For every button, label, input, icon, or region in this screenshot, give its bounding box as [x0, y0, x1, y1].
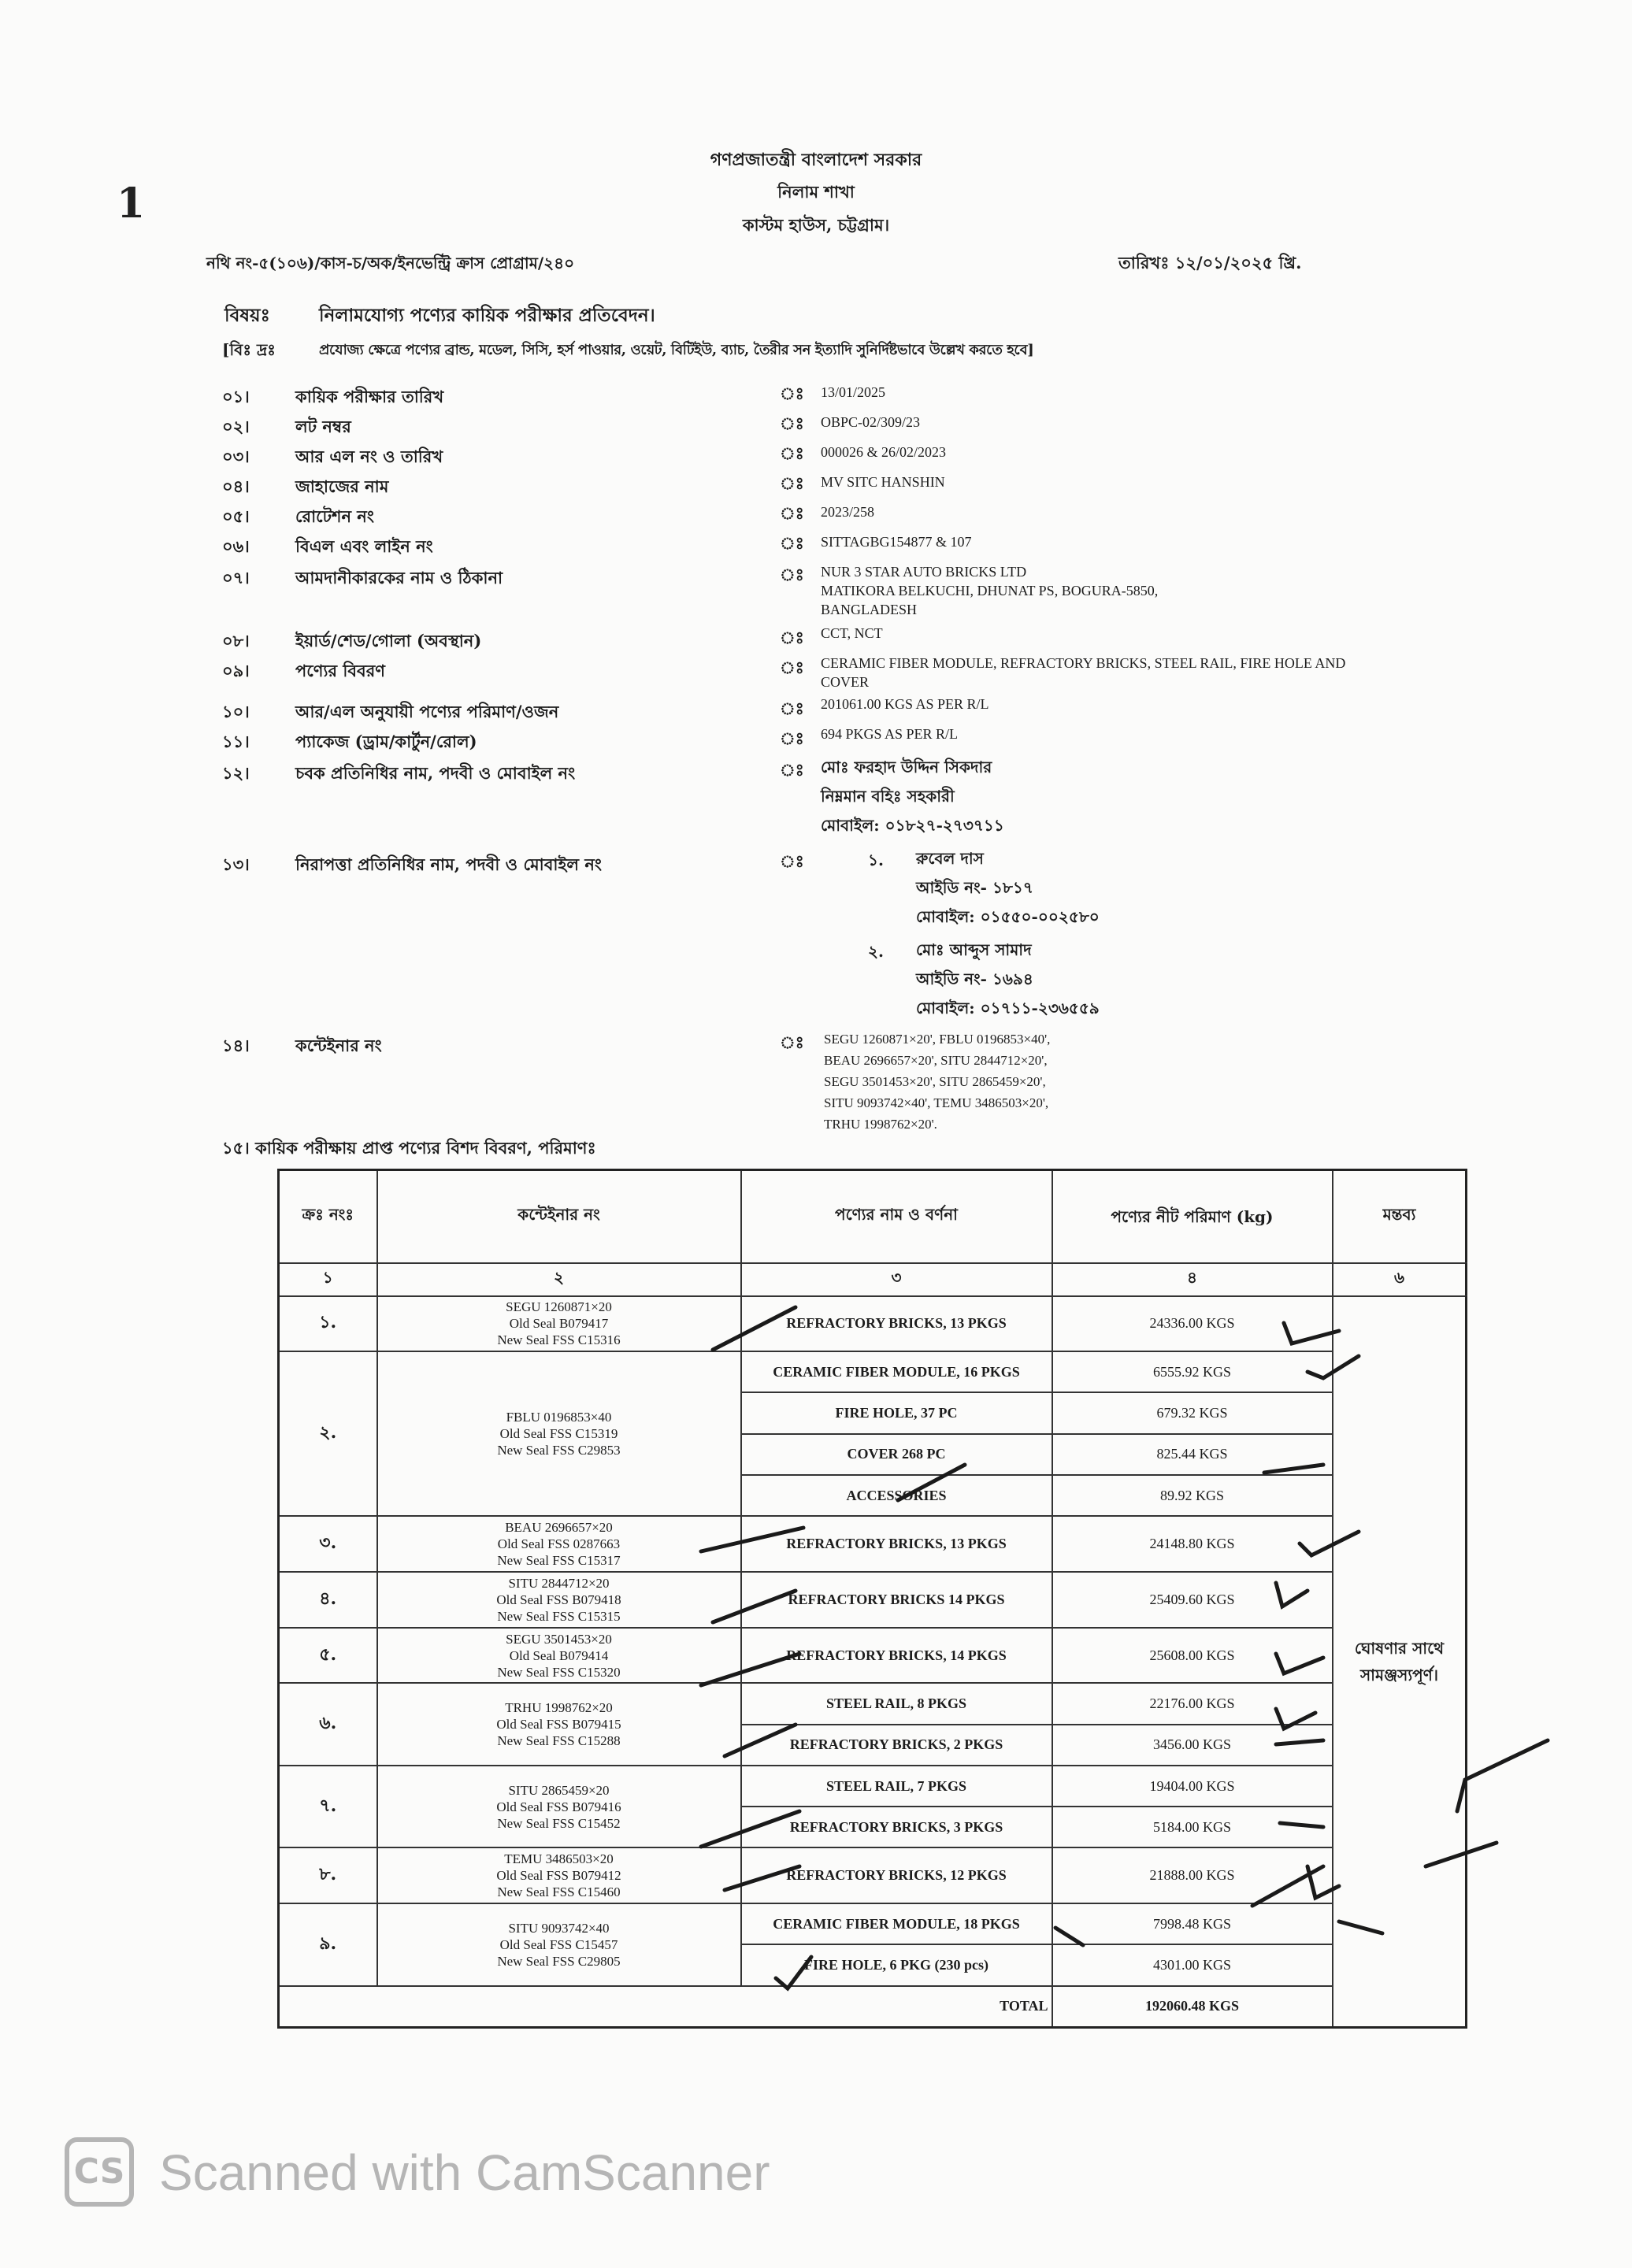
serial-number: ১. — [279, 1296, 377, 1352]
item-net-weight: 3456.00 KGS — [1052, 1725, 1333, 1766]
field-colon: ঃ — [780, 413, 804, 433]
field-number: ০৮। — [222, 631, 250, 650]
field-colon: ঃ — [780, 443, 804, 463]
container-line: SEGU 3501453×20', SITU 2865459×20', — [824, 1074, 1046, 1089]
item-net-weight: 4301.00 KGS — [1052, 1944, 1333, 1985]
item-net-weight: 89.92 KGS — [1052, 1475, 1333, 1516]
item-description: CERAMIC FIBER MODULE, 18 PKGS — [741, 1903, 1052, 1944]
item-description: REFRACTORY BRICKS, 13 PKGS — [741, 1516, 1052, 1572]
field-colon: ঃ — [780, 533, 804, 553]
item-description: COVER 268 PC — [741, 1434, 1052, 1475]
field-label: কন্টেইনার নং — [295, 1036, 382, 1055]
section-15-title: ১৫। কায়িক পরীক্ষায় প্রাপ্ত পণ্যের বিশদ বিবরণ, পরিমাণঃ — [222, 1138, 596, 1158]
new-seal: New Seal FSS C15316 — [497, 1332, 621, 1348]
col-header-remarks: মন্তব্য — [1333, 1170, 1467, 1263]
container-number: FBLU 0196853×40 — [506, 1410, 612, 1425]
new-seal: New Seal FSS C29805 — [497, 1953, 621, 1969]
item-net-weight: 22176.00 KGS — [1052, 1683, 1333, 1724]
item-description: STEEL RAIL, 8 PKGS — [741, 1683, 1052, 1724]
field-label: আর/এল অনুযায়ী পণ্যের পরিমাণ/ওজন — [295, 702, 559, 721]
col-number: ৩ — [741, 1263, 1052, 1296]
document-date: তারিখঃ ১২/০১/২০২৫ খ্রি. — [1118, 253, 1302, 272]
field-label: প্যাকেজ (ড্রাম/কার্টুন/রোল) — [295, 732, 477, 751]
inspection-table — [277, 1169, 1467, 2029]
container-line: BEAU 2696657×20', SITU 2844712×20', — [824, 1053, 1048, 1068]
container-number: SEGU 1260871×20 — [506, 1299, 612, 1315]
total-label: TOTAL — [279, 1986, 1052, 2028]
field-number: ১৩। — [222, 854, 250, 874]
field-number: ০৩। — [222, 447, 250, 466]
new-seal: New Seal FSS C15460 — [497, 1884, 621, 1900]
table-row — [279, 1628, 1467, 1684]
item-description: REFRACTORY BRICKS, 2 PKGS — [741, 1725, 1052, 1766]
old-seal: Old Seal B079417 — [509, 1316, 609, 1332]
serial-number: ৭. — [279, 1766, 377, 1848]
old-seal: Old Seal FSS B079415 — [496, 1717, 621, 1732]
description-line: CERAMIC FIBER MODULE, REFRACTORY BRICKS, STEEL RAIL, FIRE HOLE AND — [821, 655, 1346, 671]
container-cell — [377, 1628, 741, 1684]
field-value: 13/01/2025 — [821, 384, 886, 400]
field-colon: ঃ — [780, 473, 804, 493]
field-number: ০৫। — [222, 506, 250, 526]
container-cell — [377, 1903, 741, 1986]
field-value: 694 PKGS AS PER R/L — [821, 726, 959, 742]
item-net-weight: 825.44 KGS — [1052, 1434, 1333, 1475]
rep-designation: নিম্নমান বহিঃ সহকারী — [821, 787, 955, 806]
address-line: MATIKORA BELKUCHI, DHUNAT PS, BOGURA-5850, — [821, 583, 1159, 598]
importer-address — [821, 562, 1158, 619]
new-seal: New Seal FSS C15315 — [497, 1608, 621, 1624]
table-row — [279, 1847, 1467, 1903]
col-number: ২ — [377, 1263, 741, 1296]
container-number: SITU 2865459×20 — [508, 1782, 610, 1798]
item-net-weight: 24336.00 KGS — [1052, 1296, 1333, 1352]
field-label: পণ্যের বিবরণ — [295, 661, 385, 680]
item-net-weight: 7998.48 KGS — [1052, 1903, 1333, 1944]
item-description: REFRACTORY BRICKS, 12 PKGS — [741, 1847, 1052, 1903]
serial-number: ৮. — [279, 1847, 377, 1903]
field-value: OBPC-02/309/23 — [821, 414, 921, 430]
camscanner-logo-icon: CS — [65, 2137, 134, 2207]
rep-mobile: মোবাইল: ০১৮২৭-২৭৩৭১১ — [821, 816, 1004, 835]
rep-mobile: মোবাইল: ০১৭১১-২৩৬৫৫৯ — [916, 999, 1100, 1017]
old-seal: Old Seal B079414 — [509, 1647, 609, 1663]
new-seal: New Seal FSS C15317 — [497, 1553, 621, 1569]
field-label: জাহাজের নাম — [295, 476, 389, 496]
header-government: গণপ্রজাতন্ত্রী বাংলাদেশ সরকার — [710, 150, 922, 170]
security-rep-number: ১. — [868, 850, 884, 869]
description-line: COVER — [821, 674, 870, 690]
security-rep — [916, 844, 1100, 932]
field-label: রোটেশন নং — [295, 506, 374, 526]
table-row — [279, 1516, 1467, 1572]
page-mark: 1 — [117, 180, 146, 228]
container-cell — [377, 1516, 741, 1572]
col-header-net-weight: পণ্যের নীট পরিমাণ (kg) — [1052, 1170, 1333, 1263]
total-value: 192060.48 KGS — [1052, 1986, 1333, 2028]
address-line: BANGLADESH — [821, 602, 918, 617]
field-value: 2023/258 — [821, 504, 875, 520]
serial-number: ৪. — [279, 1572, 377, 1628]
field-number: ১৪। — [222, 1036, 250, 1055]
table-row — [279, 1351, 1467, 1392]
header-office: কাস্টম হাউস, চট্টগ্রাম। — [742, 215, 890, 235]
field-value: SITTAGBG154877 & 107 — [821, 534, 972, 550]
container-number: BEAU 2696657×20 — [505, 1520, 613, 1536]
item-description: STEEL RAIL, 7 PKGS — [741, 1766, 1052, 1807]
col-number: ৬ — [1333, 1263, 1467, 1296]
subject-label: বিষয়ঃ — [224, 305, 270, 326]
col-header-serial: ক্রঃ নংঃ — [279, 1170, 377, 1263]
rep-name: মোঃ আব্দুস সামাদ — [916, 940, 1032, 959]
field-colon: ঃ — [780, 851, 804, 871]
item-description: REFRACTORY BRICKS, 13 PKGS — [741, 1296, 1052, 1352]
field-value: 201061.00 KGS AS PER R/L — [821, 696, 989, 712]
item-net-weight: 19404.00 KGS — [1052, 1766, 1333, 1807]
item-net-weight: 24148.80 KGS — [1052, 1516, 1333, 1572]
col-header-container: কন্টেইনার নং — [377, 1170, 741, 1263]
address-line: NUR 3 STAR AUTO BRICKS LTD — [821, 564, 1027, 580]
container-number: TEMU 3486503×20 — [504, 1851, 614, 1867]
rep-id: আইডি নং- ১৬৯৪ — [916, 969, 1033, 988]
old-seal: Old Seal FSS B079416 — [496, 1799, 621, 1814]
table-row — [279, 1683, 1467, 1724]
container-number: TRHU 1998762×20 — [505, 1700, 613, 1716]
old-seal: Old Seal FSS 0287663 — [497, 1536, 621, 1552]
field-number: ০৪। — [222, 476, 250, 496]
item-net-weight: 21888.00 KGS — [1052, 1847, 1333, 1903]
serial-number: ৯. — [279, 1903, 377, 1986]
pen-tick-mark — [1457, 1740, 1548, 1811]
field-value: CCT, NCT — [821, 625, 883, 641]
field-label: বিএল এবং লাইন নং — [295, 536, 433, 556]
table-header-row — [279, 1170, 1467, 1263]
table-row — [279, 1572, 1467, 1628]
field-value: 000026 & 26/02/2023 — [821, 444, 947, 460]
remarks-cell: ঘোষণার সাথে সামঞ্জস্যপূর্ণ। — [1333, 1296, 1467, 2028]
item-description: FIRE HOLE, 6 PKG (230 pcs) — [741, 1944, 1052, 1985]
security-rep-number: ২. — [868, 942, 884, 961]
field-colon: ঃ — [780, 503, 804, 523]
item-description: FIRE HOLE, 37 PC — [741, 1392, 1052, 1433]
item-net-weight: 25409.60 KGS — [1052, 1572, 1333, 1628]
port-representative — [821, 753, 1004, 840]
header-section: নিলাম শাখা — [777, 182, 855, 202]
container-cell — [377, 1847, 741, 1903]
container-number: SITU 9093742×40 — [508, 1920, 610, 1936]
item-description: ACCESSORIES — [741, 1475, 1052, 1516]
new-seal: New Seal FSS C15452 — [497, 1815, 621, 1831]
new-seal: New Seal FSS C29853 — [497, 1443, 621, 1458]
field-number: ১২। — [222, 763, 250, 783]
item-net-weight: 679.32 KGS — [1052, 1392, 1333, 1433]
table-row — [279, 1766, 1467, 1807]
rep-name: মোঃ ফরহাদ উদ্দিন সিকদার — [821, 758, 992, 776]
field-colon: ঃ — [780, 728, 804, 748]
container-cell — [377, 1766, 741, 1848]
total-row — [279, 1986, 1467, 2028]
new-seal: New Seal FSS C15288 — [497, 1733, 621, 1749]
note-label: [বিঃ দ্রঃ — [222, 340, 276, 359]
field-number: ০২। — [222, 417, 250, 436]
container-line: TRHU 1998762×20'. — [824, 1117, 937, 1132]
serial-number: ৩. — [279, 1516, 377, 1572]
field-colon: ঃ — [780, 760, 804, 780]
serial-number: ৫. — [279, 1628, 377, 1684]
old-seal: Old Seal FSS C15319 — [499, 1426, 618, 1442]
field-label: চবক প্রতিনিধির নাম, পদবী ও মোবাইল নং — [295, 763, 576, 783]
field-label: নিরাপত্তা প্রতিনিধির নাম, পদবী ও মোবাইল নং — [295, 854, 602, 874]
field-number: ০১। — [222, 387, 250, 406]
col-number: ১ — [279, 1263, 377, 1296]
rep-name: রুবেল দাস — [916, 849, 984, 868]
container-line: SITU 9093742×40', TEMU 3486503×20', — [824, 1095, 1049, 1110]
rep-id: আইডি নং- ১৮১৭ — [916, 878, 1033, 897]
container-cell — [377, 1683, 741, 1766]
item-description: REFRACTORY BRICKS 14 PKGS — [741, 1572, 1052, 1628]
column-number-row — [279, 1263, 1467, 1296]
container-number: SITU 2844712×20 — [508, 1575, 610, 1591]
file-number: নথি নং-৫(১০৬)/কাস-চ/অক/ইনভেন্ট্রি ক্রাস প্রোগ্রাম/২৪০ — [206, 254, 575, 272]
item-net-weight: 25608.00 KGS — [1052, 1628, 1333, 1684]
container-list — [824, 1028, 1050, 1135]
table-row — [279, 1903, 1467, 1944]
serial-number: ২. — [279, 1351, 377, 1516]
security-rep — [916, 936, 1100, 1023]
item-description: CERAMIC FIBER MODULE, 16 PKGS — [741, 1351, 1052, 1392]
item-net-weight: 5184.00 KGS — [1052, 1807, 1333, 1847]
col-header-description: পণ্যের নাম ও বর্ণনা — [741, 1170, 1052, 1263]
old-seal: Old Seal FSS B079412 — [496, 1868, 621, 1884]
container-cell — [377, 1572, 741, 1628]
note-text: প্রযোজ্য ক্ষেত্রে পণ্যের ব্রান্ড, মডেল, সিসি, হর্স পাওয়ার, ওয়েট, বিটিইউ, ব্যাচ, তৈরীর সন ইত্যাদি সুনির্দিষ্টভাবে উল্লেখ করতে হবে] — [319, 342, 1034, 358]
camscanner-watermark: Scanned with CamScanner — [159, 2144, 770, 2201]
field-value: MV SITC HANSHIN — [821, 474, 945, 490]
field-label: আর এল নং ও তারিখ — [295, 447, 443, 466]
field-label: লট নম্বর — [295, 417, 351, 436]
serial-number: ৬. — [279, 1683, 377, 1766]
field-number: ০৭। — [222, 568, 250, 587]
subject-text: নিলামযোগ্য পণ্যের কায়িক পরীক্ষার প্রতিবেদন। — [319, 305, 655, 326]
field-label: ইয়ার্ড/শেড/গোলা (অবস্থান) — [295, 631, 482, 650]
item-net-weight: 6555.92 KGS — [1052, 1351, 1333, 1392]
item-description: REFRACTORY BRICKS, 14 PKGS — [741, 1628, 1052, 1684]
field-colon: ঃ — [780, 699, 804, 718]
field-colon: ঃ — [780, 565, 804, 584]
old-seal: Old Seal FSS B079418 — [496, 1592, 621, 1607]
field-number: ১০। — [222, 702, 250, 721]
col-number: ৪ — [1052, 1263, 1333, 1296]
field-number: ১১। — [222, 732, 250, 751]
container-line: SEGU 1260871×20', FBLU 0196853×40', — [824, 1032, 1051, 1047]
container-number: SEGU 3501453×20 — [506, 1631, 612, 1647]
field-label: আমদানীকারকের নাম ও ঠিকানা — [295, 568, 503, 587]
goods-description — [821, 654, 1345, 691]
field-colon: ঃ — [780, 384, 804, 403]
container-cell — [377, 1296, 741, 1352]
field-colon: ঃ — [780, 658, 804, 677]
table-row — [279, 1296, 1467, 1352]
old-seal: Old Seal FSS C15457 — [499, 1936, 618, 1952]
new-seal: New Seal FSS C15320 — [497, 1664, 621, 1680]
container-cell — [377, 1351, 741, 1516]
field-colon: ঃ — [780, 628, 804, 647]
field-number: ০৯। — [222, 661, 250, 680]
item-description: REFRACTORY BRICKS, 3 PKGS — [741, 1807, 1052, 1847]
field-number: ০৬। — [222, 536, 250, 556]
field-colon: ঃ — [780, 1032, 804, 1052]
rep-mobile: মোবাইল: ০১৫৫০-০০২৫৮০ — [916, 907, 1100, 926]
field-label: কায়িক পরীক্ষার তারিখ — [295, 387, 444, 406]
